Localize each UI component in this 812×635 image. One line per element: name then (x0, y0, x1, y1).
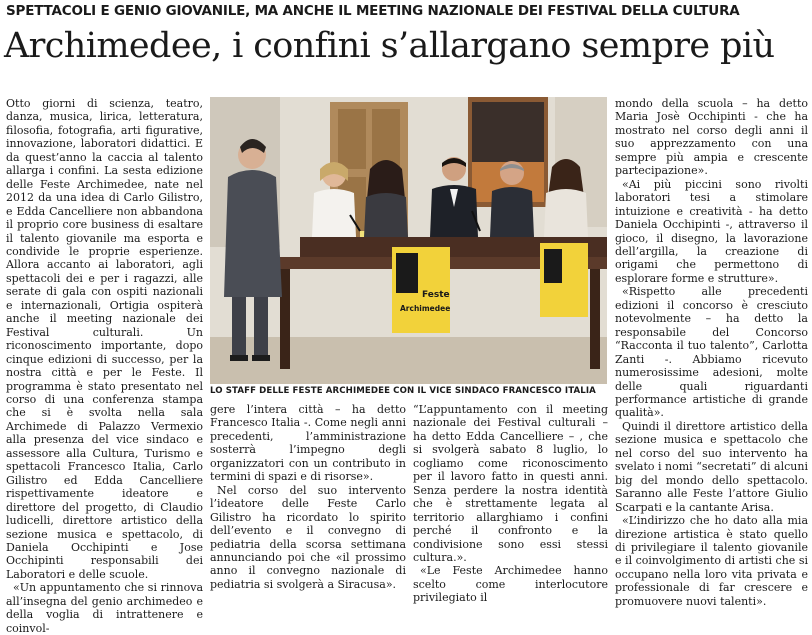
paragraph: gere l’intera città – ha detto Francesco Italia -. Come negli anni precedenti, l’amministrazione sosterrà l’impegno degli organizzatori con un contributo in termini di spazi e di risorse». (210, 403, 406, 484)
paragraph: Quindi il direttore artistico della sezione musica e spettacolo che nel corso del suo intervento ha svelato i nomi “secretati” di alcuni big del mondo dello spettacolo. Saranno alle Feste l’attore Giulio Scarpati e la cantante Arisa. (615, 419, 808, 514)
column-1 (6, 97, 203, 635)
poster-text: Feste (422, 290, 450, 300)
poster-text: Archimedee (400, 304, 451, 313)
paragraph: mondo della scuola – ha detto Maria Josè Occhipinti - che ha mostrato nel corso degli anni il suo apprezzamento con una sempre più ampia e crescente partecipazione». (615, 97, 808, 178)
column-3 (413, 403, 608, 605)
paragraph: «Un appuntamento che si rinnova all’insegna del genio archimedeo e della voglia di intrattenere e coinvol- (6, 581, 203, 635)
paragraph: «Rispetto alle precedenti edizioni il concorso è cresciuto notevolmente – ha detto la responsabile del Concorso “Racconta il tuo talento”, Carlotta Zanti -. Abbiamo ricevuto numerosissime adesioni, molte delle quali riguardanti performance artistiche di grande qualità». (615, 285, 808, 420)
photo-illustration (210, 97, 607, 384)
paragraph: Otto giorni di scienza, teatro, danza, musica, lirica, letteratura, filosofia, fotografia, arti figurative, innovazione, laboratori didattici. E da quest’anno la caccia al talento allarga i confini. La sesta edizione delle Feste Archimedee, nate nel 2012 da una idea di Carlo Gilistro, e Edda Cancelliere non abbandona il proprio core business di esaltare il talento giovanile ma esporta e condivide le proprie esperienze. Allora accanto ai laboratori, agli spettacoli dei e per i ragazzi, alle serate di gala con ospiti nazionali e internazionali, Ortigia ospiterà anche il meeting nazionale dei Festival culturali. Un riconoscimento importante, dopo cinque edizioni di successo, per la nostra città e per le Feste. Il programma è stato presentato nel corso di una conferenza stampa che si è svolta nella sala Archimede di Palazzo Vermexio alla presenza del vice sindaco e assessore alla Cultura, Turismo e spettacoli Francesco Italia, Carlo Gilistro ed Edda Cancelliere rispettivamente ideatore e direttore del progetto, di Claudio ludicelli, direttore artistico della sezione musica e spettacolo, di Daniela Occhipinti e Jose Occhipinti responsabili dei Laboratori e delle scuole. (6, 97, 203, 581)
column-2 (210, 403, 406, 591)
paragraph: «Le Feste Archimedee hanno scelto come interlocutore privilegiato il (413, 564, 608, 605)
headline: Archimedee, i confini s’allargano sempre più (4, 26, 775, 66)
paragraph: “L’appuntamento con il meeting nazionale dei Festival culturali – ha detto Edda Cancelliere – , che si svolgerà sabato 8 luglio, lo cogliamo come riconoscimento per il lavoro fatto in questi anni. Senza perdere la nostra identità che è strettamente legata al territorio allarghiamo i confini perché il confronto e la condivisione sono essi stessi cultura.». (413, 403, 608, 564)
paragraph: Nel corso del suo intervento l’ideatore delle Feste Carlo Gilistro ha ricordato lo spirito dell’evento e il convegno di pediatria della scorsa settimana annunciando poi che «il prossimo anno il convegno nazionale di pediatria si svolgerà a Siracusa». (210, 483, 406, 591)
photo-caption: LO STAFF DELLE FESTE ARCHIMEDEE CON IL VICE SINDACO FRANCESCO ITALIA (210, 386, 596, 396)
kicker: SPETTACOLI E GENIO GIOVANILE, MA ANCHE IL MEETING NAZIONALE DEI FESTIVAL DELLA CULTURA (6, 3, 740, 19)
press-conference-photo (210, 97, 607, 384)
paragraph: «L’indirizzo che ho dato alla mia direzione artistica è stato quello di privilegiare il talento giovanile e il coinvolgimento di artisti che si occupano nella loro vita privata e professionale di far crescere e promuovere nuovi talenti». (615, 514, 808, 608)
paragraph: «Ai più piccini sono rivolti laboratori tesi a stimolare intuizione e creatività - ha detto Daniela Occhipinti -, attraverso il gioco, il disegno, la lavorazione dell’argilla, la creazione di origami che permettono di esplorare forme e strutture». (615, 177, 808, 285)
column-4 (615, 97, 808, 608)
